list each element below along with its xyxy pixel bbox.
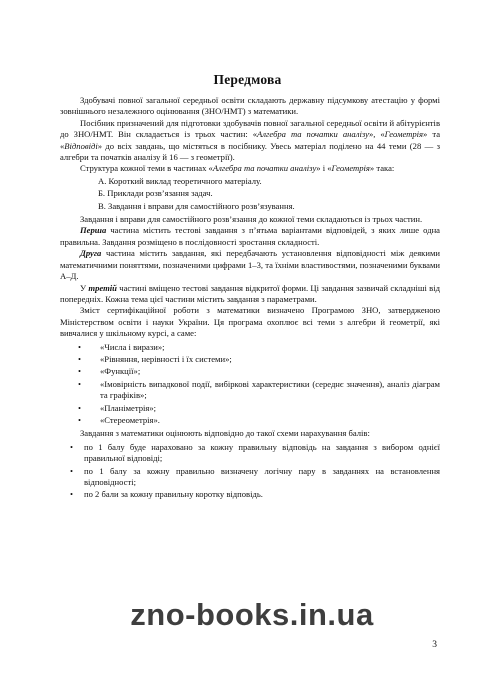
scoring-paragraph: Завдання з математики оцінюють відповідно до такої схеми нарахування балів: — [80, 428, 370, 439]
text-span: частина містить завдання, які передбачають установлення відповідності між деякими математичними поняттями, позначеними цифрами 1–3, та їхніми властивостями, позначеними буквами А–Д. — [60, 248, 440, 282]
list-item-text: «Планіметрія»; — [100, 402, 157, 413]
emphasis-third: третій — [88, 282, 117, 293]
document-body — [60, 95, 440, 503]
bullet-icon: • — [78, 414, 82, 425]
bullet-icon: • — [78, 402, 82, 413]
topics-list — [60, 342, 440, 427]
part-name-algebra: Алгебра та початки аналізу — [257, 129, 369, 140]
bullet-icon: • — [78, 366, 82, 377]
bullet-icon: • — [70, 465, 74, 476]
list-item-text: «Імовірність випадкової події, вибіркові характеристики (середнє значення), аналіз діаграм та графіків»; — [100, 378, 440, 401]
list-item-text: «Числа і вирази»; — [100, 341, 165, 352]
structure-paragraph — [60, 163, 440, 174]
bullet-icon: • — [78, 341, 82, 352]
list-item — [60, 366, 440, 377]
emphasis-first: Перша — [80, 225, 107, 236]
list-item-text: «Функції»; — [100, 366, 141, 377]
part-name-algebra: Алгебра та початки аналізу — [212, 163, 317, 174]
part-name-geometry: Геометрія — [331, 163, 370, 174]
list-item — [60, 403, 440, 414]
list-item-text: по 2 бали за кожну правильну коротку відповідь. — [84, 489, 263, 500]
manual-description-paragraph — [60, 118, 440, 164]
parts-paragraph: Завдання і вправи для самостійного розв’язання до кожної теми складаються із трьох частин. — [80, 214, 423, 225]
list-item-text: по 1 балу за кожну правильно визначену логічну пару в завданнях на встановлення відповідності; — [84, 465, 440, 487]
text-span: У — [80, 282, 89, 293]
second-part-paragraph — [60, 248, 440, 282]
text-span: », « — [368, 129, 385, 140]
list-item — [60, 379, 440, 402]
text-span: » та « — [60, 129, 441, 151]
text-span: Структура кожної теми в частинах « — [80, 163, 213, 174]
page-number: 3 — [432, 640, 437, 650]
text-span: частині вміщено тестові завдання відкритої форми. Ці завдання зазвичай складніші від попередніх. Кожна тема цієї частини містить завдання з параметрами. — [60, 282, 440, 304]
list-item-text: «Рівняння, нерівності і їх системи»; — [100, 353, 232, 364]
text-span: » і « — [316, 163, 332, 174]
program-paragraph: Зміст сертифікаційної роботи з математики визначено Програмою ЗНО, затвердженою Міністерством освіти і науки України. Ця програма охоплює всі теми з алгебри й геометрії, які вивчалися у шкільному курсі, а саме: — [60, 305, 440, 339]
bullet-icon: • — [78, 353, 82, 364]
bullet-icon: • — [78, 378, 82, 389]
emphasis-second: Друга — [80, 248, 102, 259]
list-item-text: по 1 балу буде нараховано за кожну правильну відповідь на завдання з вибором однієї правильної відповіді; — [84, 441, 440, 464]
list-item — [60, 442, 440, 465]
text-span: » до всіх завдань, що містяться в посібнику. Увесь матеріал поділено на 44 теми (28 — з алгебри та початків аналізу й 16 — з геометрії). — [60, 140, 440, 163]
text-span: » така: — [369, 163, 395, 174]
part-name-answers: Відповіді — [64, 140, 98, 151]
list-item — [60, 342, 440, 353]
structure-list — [98, 176, 440, 212]
text-span: Посібник призначений для підготовки здобувачів повної загальної середньої освіти й абітурієнтів до ЗНО/НМТ. Він складається із трьох частин: « — [60, 117, 440, 140]
list-item — [60, 489, 440, 500]
list-item-text: «Стереометрія». — [100, 414, 160, 425]
page-title: Передмова — [213, 72, 282, 87]
bullet-icon: • — [70, 489, 74, 500]
intro-paragraph: Здобувачі повної загальної середньої освіти складають державну підсумкову атестацію у формі зовнішнього незалежного оцінювання (ЗНО/НМТ) з математики. — [60, 95, 440, 117]
third-part-paragraph — [60, 283, 440, 306]
structure-item-c: В. Завдання і вправи для самостійного розв’язування. — [98, 200, 295, 211]
list-item — [60, 466, 440, 489]
structure-item-b: Б. Приклади розв’язання задач. — [98, 188, 213, 199]
structure-item-a: А. Короткий виклад теоретичного матеріалу. — [98, 175, 262, 186]
text-span: частина містить тестові завдання з п’ятьма варіантами відповідей, з яких лише одна правильна. Завдання розміщено в послідовності зростання складності. — [60, 225, 440, 247]
scoring-list — [60, 442, 440, 501]
part-name-geometry: Геометрія — [384, 129, 424, 140]
bullet-icon: • — [70, 441, 74, 452]
first-part-paragraph — [60, 225, 440, 248]
list-item — [60, 354, 440, 365]
site-watermark: zno-books.in.ua — [130, 597, 374, 632]
list-item — [60, 415, 440, 426]
